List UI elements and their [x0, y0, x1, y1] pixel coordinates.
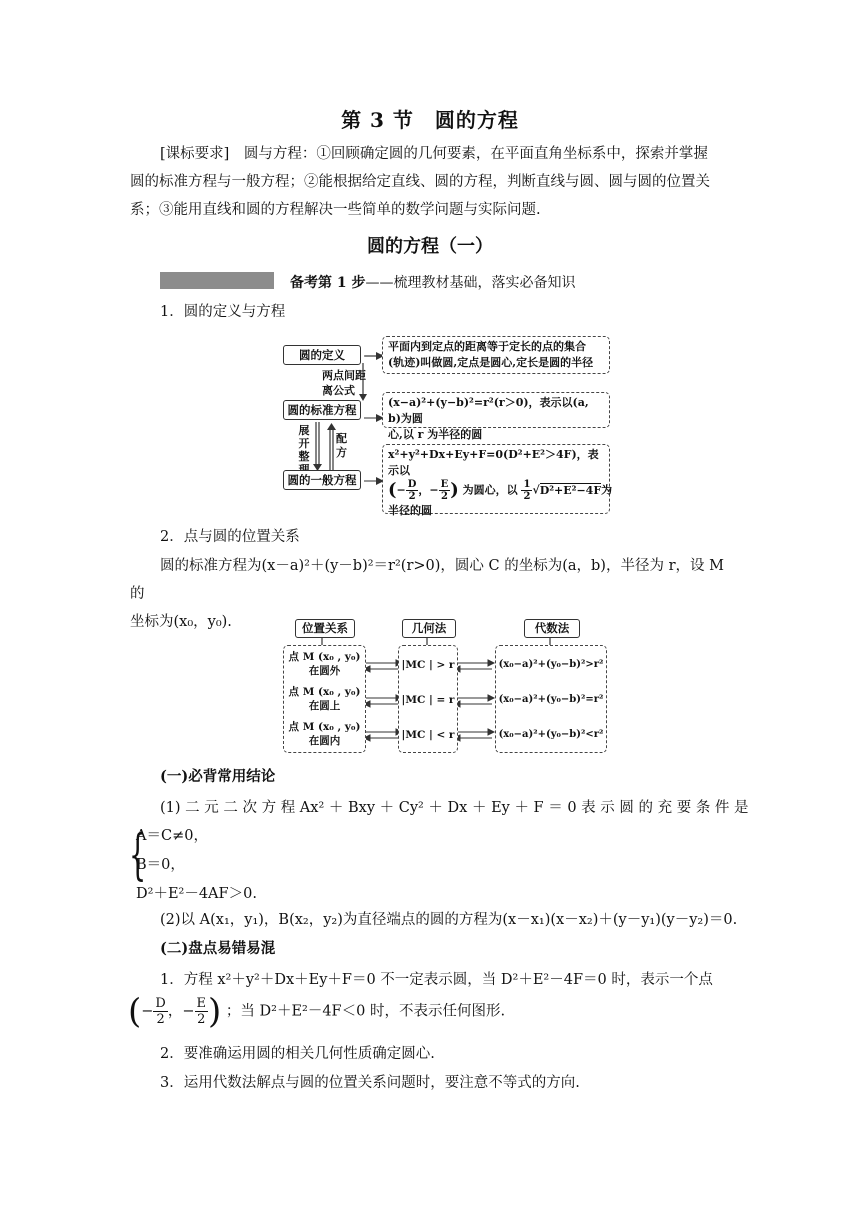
position-column: [283, 645, 366, 753]
position-on: 点 M (x₀ , y₀) 在圆上: [288, 686, 361, 712]
page-title: 第 3 节 圆的方程: [341, 108, 519, 132]
algebra-on: (x₀−a)²+(y₀−b)²=r²: [498, 694, 604, 705]
geometry-outside: |MC | > r: [401, 659, 455, 671]
header-geometric-method: 几何法: [402, 619, 456, 638]
condition-brace: {: [129, 823, 147, 886]
header-algebraic-method: 代数法: [524, 619, 580, 638]
requirement-line-3: 系；③能用直线和圆的方程解决一些简单的数学问题与实际问题.: [130, 202, 541, 218]
desc-general-equation: x²+y²+Dx+Ey+F=0(D²+E²＞4F)，表示以 (− $\frac{D}{2}$ ，− $\frac{E}{2}$ ) 为圆心，以 $\frac{1}{2}$ √D²+E²−4F为 半径的圆: [382, 444, 610, 514]
header-position-relation: 位置关系: [295, 619, 355, 638]
section2-text: 圆的标准方程为(x－a)²＋(y－b)²＝r²(r>0)，圆心 C 的坐标为(a，b)，半径为 r，设 M 的 坐标为(x₀，y₀).: [130, 558, 724, 630]
algebra-outside: (x₀−a)²+(y₀−b)²>r²: [498, 659, 604, 670]
step-bar: [160, 272, 274, 289]
part2-item3: 3．运用代数法解点与圆的位置关系问题时，要注意不等式的方向.: [160, 1075, 580, 1091]
requirement-tag: [课标要求]: [160, 146, 230, 162]
algebra-column: [495, 645, 607, 753]
section-subtitle: 圆的方程（一）: [367, 236, 493, 257]
part2-item1-line1: 1．方程 x²＋y²＋Dx＋Ey＋F＝0 不一定表示圆，当 D²＋E²－4F＝0 时，表示一个点: [160, 972, 713, 988]
desc-standard-equation: (x−a)²+(y−b)²=r²(r＞0)，表示以(a, b)为圆 心,以 r 为半径的圆: [382, 392, 610, 428]
label-expand-organize: 展开整: [298, 424, 310, 463]
position-inside: 点 M (x₀ , y₀) 在圆内: [288, 721, 361, 747]
step-heading: 备考第 1 步——梳理教材基础，落实必备知识: [290, 275, 576, 291]
part1-heading: (一)必背常用结论: [160, 768, 276, 785]
label-distance-formula: 两点间距 离公式: [322, 369, 366, 397]
part1-conditions: A＝C≠0， B＝0， D²＋E²－4AF＞0.: [136, 828, 257, 902]
algebra-inside: (x₀−a)²+(y₀−b)²<r²: [498, 729, 604, 740]
requirement-paragraph: [130, 140, 730, 224]
section1-heading: 1．圆的定义与方程: [160, 304, 286, 320]
part2-heading: (二)盘点易错易混: [160, 940, 276, 957]
geometry-on: |MC | = r: [401, 694, 455, 706]
part2-item2: 2．要准确运用圆的相关几何性质确定圆心.: [160, 1046, 435, 1062]
position-outside: 点 M (x₀ , y₀) 在圆外: [288, 651, 361, 677]
box-general-equation: 圆的一般方程: [283, 470, 361, 490]
geometry-column: [398, 645, 458, 753]
requirement-line-2: 圆的标准方程与一般方程；②能根据给定直线、圆的方程，判断直线与圆、圆与圆的位置关: [130, 174, 710, 190]
box-standard-equation: 圆的标准方程: [283, 400, 361, 420]
section2-heading: 2．点与圆的位置关系: [160, 529, 300, 545]
label-complete-square: 配方: [336, 432, 347, 459]
part2-item1-line2: (− $\frac{D}{2}$ ，− $\frac{E}{2}$ ) ；当 D²＋E²－4F＜0 时，不表示任何图形.: [128, 991, 506, 1032]
requirement-line-1: [课标要求] 圆与方程：①回顾确定圆的几何要素，在平面直角坐标系中，探索并掌握: [160, 146, 708, 162]
part1-item2: (2)以 A(x₁，y₁)，B(x₂，y₂)为直径端点的圆的方程为(x－x₁)(x－x₂)＋(y－y₁)(y－y₂)＝0.: [160, 912, 738, 928]
part1-item1: (1) 二 元 二 次 方 程 Ax² ＋ Bxy ＋ Cy² ＋ Dx ＋ Ey ＋ F ＝ 0 表 示 圆 的 充 要 条 件 是: [160, 800, 749, 816]
geometry-inside: |MC | < r: [401, 729, 455, 741]
desc-circle-definition: 平面内到定点的距离等于定长的点的集合 (轨迹)叫做圆,定点是圆心,定长是圆的半径: [382, 336, 610, 374]
box-circle-definition: 圆的定义: [283, 345, 361, 365]
